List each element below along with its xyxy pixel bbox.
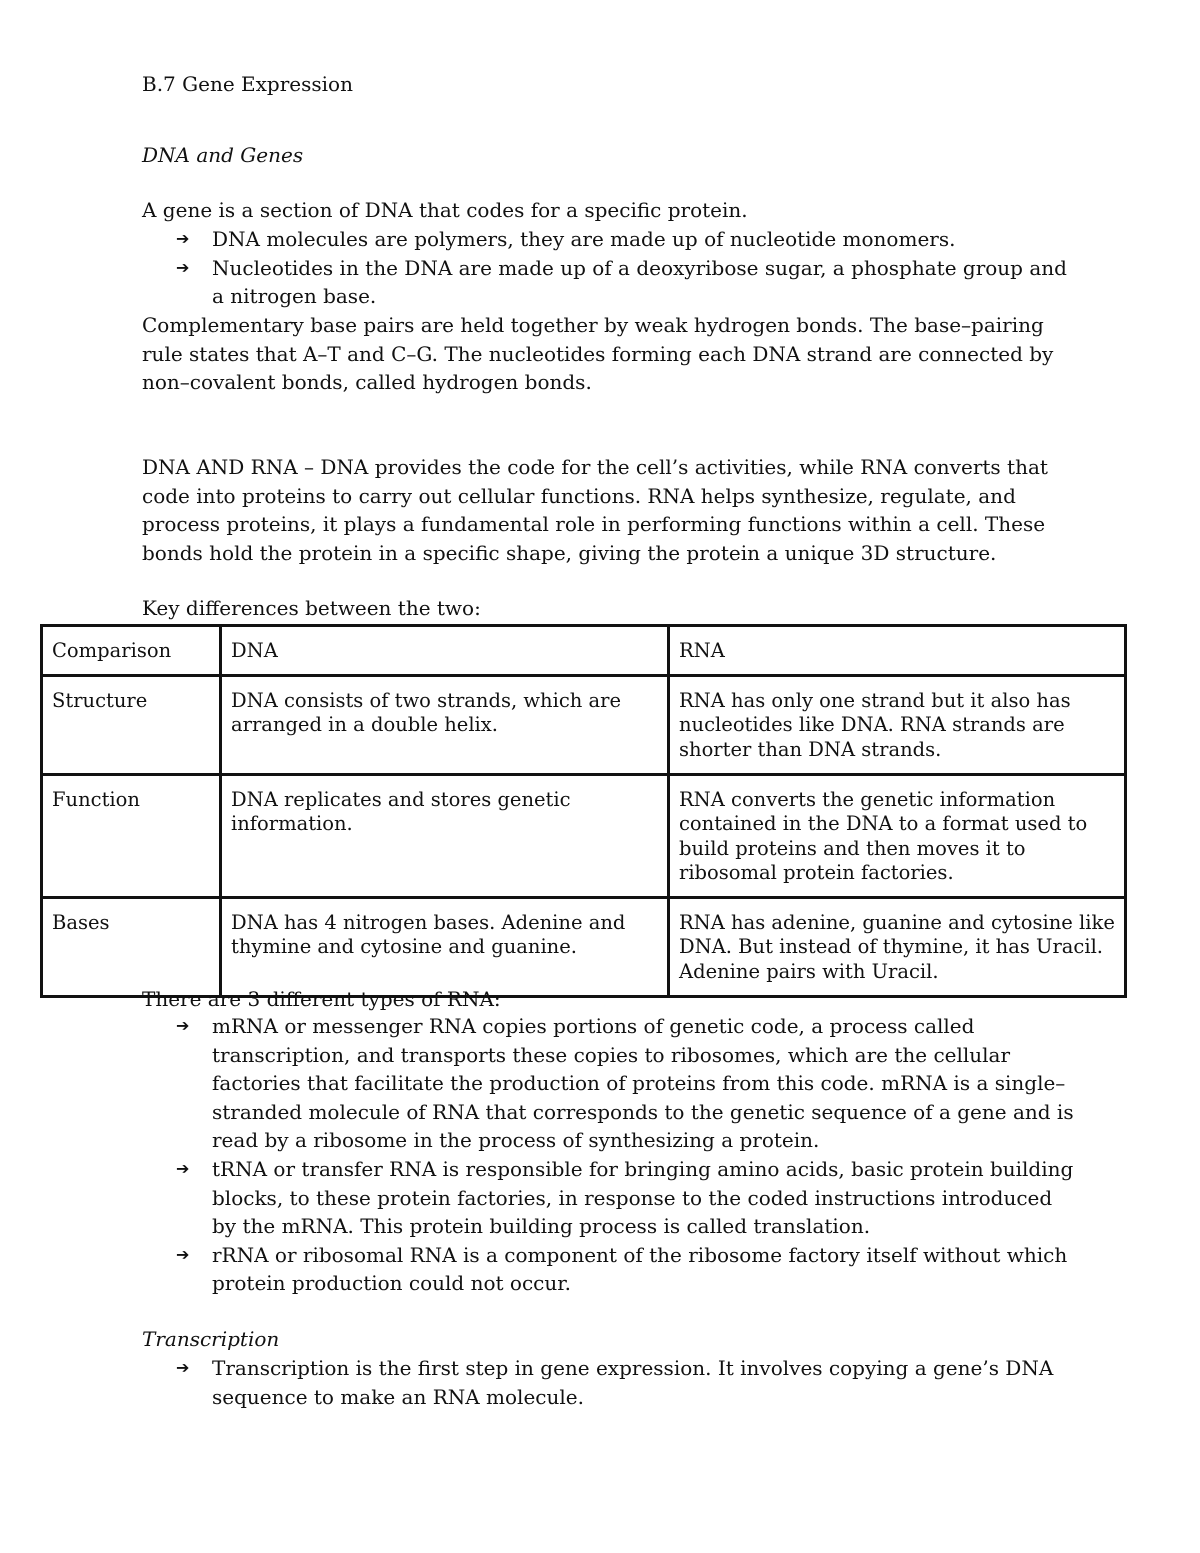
table-row <box>42 675 1126 774</box>
comparison-table <box>40 624 1127 998</box>
table-cell: DNA replicates and stores genetic information. <box>221 774 669 897</box>
list-item-text: mRNA or messenger RNA copies portions of genetic code, a process called transcription, and transports these copies to ribosomes, which are the cellular factories that facilitate the production of proteins from this code. mRNA is a single–stranded molecule of RNA that corresponds to the genetic sequence of a gene and is read by a ribosome in the process of synthesizing a protein. <box>212 1014 1074 1153</box>
list-item <box>176 1241 1076 1298</box>
base-pairs-paragraph: Complementary base pairs are held together by weak hydrogen bonds. The base–pairing rule states that A–T and C–G. The nucleotides forming each DNA strand are connected by non–covalent bonds, called hydrogen bonds. <box>142 313 1054 395</box>
list-item-text: tRNA or transfer RNA is responsible for bringing amino acids, basic protein building blocks, to these protein factories, in response to the coded instructions introduced by the mRNA. This protein building process is called translation. <box>212 1156 1074 1239</box>
section-heading-transcription: Transcription <box>142 1327 280 1351</box>
table-cell: Function <box>42 774 221 897</box>
list-item-text: DNA molecules are polymers, they are made up of nucleotide monomers. <box>212 227 956 251</box>
list-item <box>176 1155 1076 1241</box>
table-row <box>42 897 1126 996</box>
rna-types-intro: There are 3 different types of RNA: <box>142 987 501 1011</box>
table-header-row <box>42 626 1126 676</box>
dna-rna-paragraph: DNA AND RNA – DNA provides the code for the cell’s activities, while RNA converts that code into proteins to carry out cellular functions. RNA helps synthesize, regulate, and process proteins, it plays a fundamental role in performing functions within a cell. These bonds hold the protein in a specific shape, giving the protein a unique 3D structure. <box>142 455 1048 565</box>
table-cell: DNA consists of two strands, which are arranged in a double helix. <box>221 675 669 774</box>
table-cell: Bases <box>42 897 221 996</box>
list-item-text: Nucleotides in the DNA are made up of a deoxyribose sugar, a phosphate group and a nitrogen base. <box>212 255 1067 309</box>
key-differences-label: Key differences between the two: <box>142 596 481 620</box>
arrow-bullet-icon: ➔ <box>176 1244 190 1264</box>
table-cell: RNA has adenine, guanine and cytosine like DNA. But instead of thymine, it has Uracil. Adenine pairs with Uracil. <box>669 897 1126 996</box>
transcription-bullet-list <box>176 1354 1076 1411</box>
table-cell: RNA converts the genetic information contained in the DNA to a format used to build proteins and then moves it to ribosomal protein factories. <box>669 774 1126 897</box>
list-item <box>176 225 1076 254</box>
table-header-cell: DNA <box>221 626 669 676</box>
intro-paragraph: A gene is a section of DNA that codes for a specific protein. <box>142 198 748 222</box>
list-item <box>176 254 1076 311</box>
arrow-bullet-icon: ➔ <box>176 1016 190 1035</box>
table-cell: RNA has only one strand but it also has nucleotides like DNA. RNA strands are shorter than DNA strands. <box>669 675 1126 774</box>
arrow-bullet-icon: ➔ <box>176 1158 190 1178</box>
list-item-text: rRNA or ribosomal RNA is a component of the ribosome factory itself without which protein production could not occur. <box>212 1242 1068 1296</box>
list-item-text: Transcription is the first step in gene expression. It involves copying a gene’s DNA sequence to make an RNA molecule. <box>212 1356 1054 1409</box>
table-header-cell: Comparison <box>42 626 221 676</box>
list-item <box>176 1012 1076 1155</box>
rna-types-list <box>176 1012 1076 1298</box>
section-heading-dna-genes: DNA and Genes <box>142 143 304 167</box>
intro-bullet-list <box>176 225 1076 311</box>
table-cell: Structure <box>42 675 221 774</box>
table-row <box>42 774 1126 897</box>
page-title: B.7 Gene Expression <box>142 72 353 96</box>
arrow-bullet-icon: ➔ <box>176 1358 190 1377</box>
arrow-bullet-icon: ➔ <box>176 229 190 248</box>
arrow-bullet-icon: ➔ <box>176 257 190 277</box>
list-item <box>176 1354 1076 1411</box>
table-header-cell: RNA <box>669 626 1126 676</box>
table-cell: DNA has 4 nitrogen bases. Adenine and thymine and cytosine and guanine. <box>221 897 669 996</box>
